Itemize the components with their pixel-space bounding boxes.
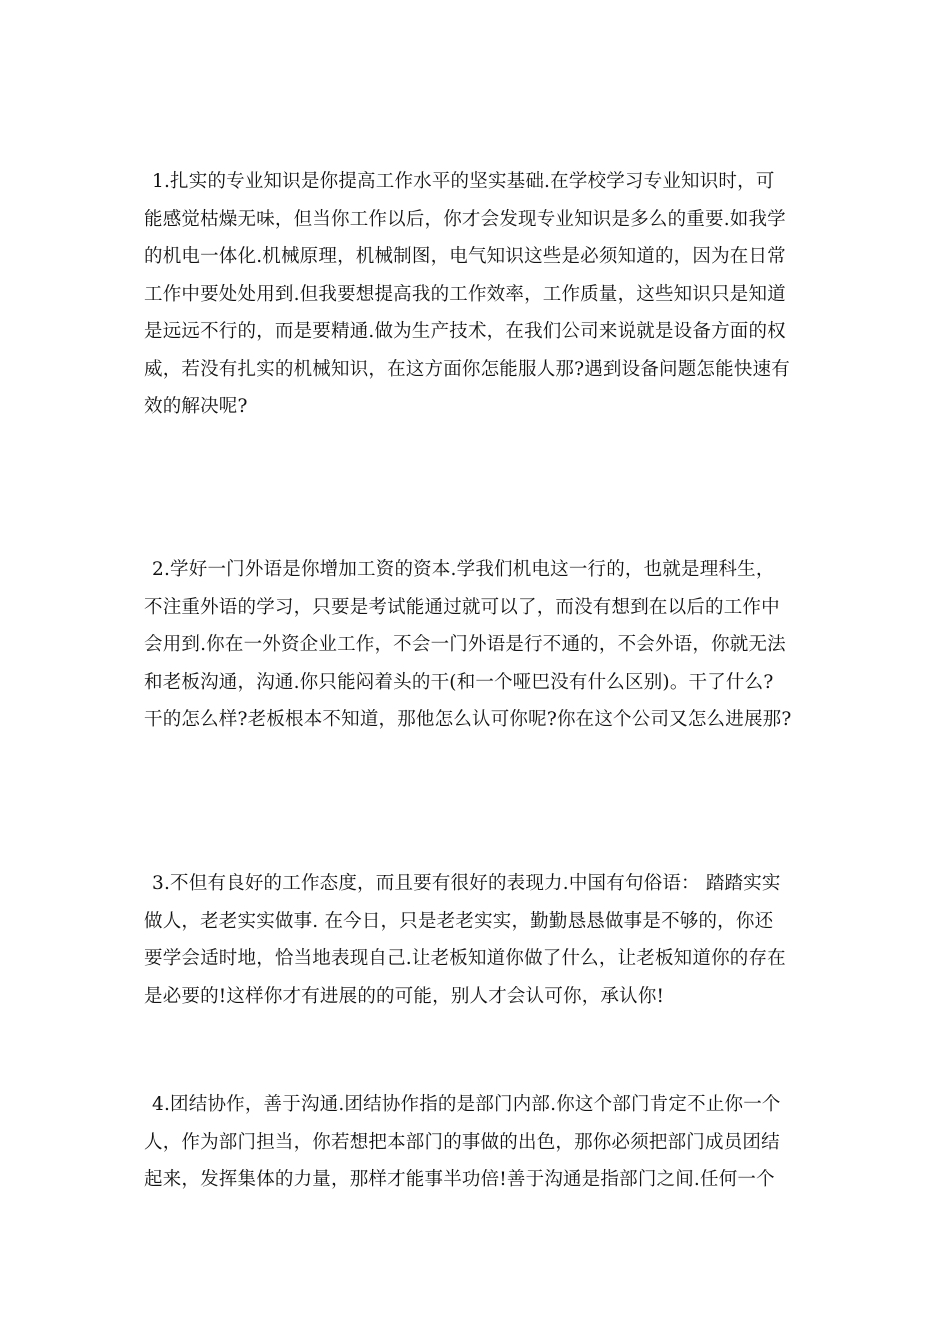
paragraph-line: 干的怎么样?老板根本不知道，那他怎么认可你呢?你在这个公司又怎么进展那?	[144, 709, 792, 730]
paragraph-line: 和老板沟通，沟通.你只能闷着头的干(和一个哑巴没有什么区别)。干了什么?	[144, 671, 774, 693]
paragraph-line: 做人，老老实实做事. 在今日，只是老老实实，勤勤恳恳做事是不够的，你还	[144, 910, 774, 932]
paragraph-line: 工作中要处处用到.但我要想提高我的工作效率，工作质量，这些知识只是知道	[144, 283, 786, 305]
paragraph-3	[144, 865, 808, 1015]
paragraph-2	[144, 551, 808, 739]
paragraph-1	[144, 163, 808, 426]
paragraph-line: 不注重外语的学习，只要是考试能通过就可以了，而没有想到在以后的工作中	[144, 596, 780, 618]
paragraph-line: 要学会适时地，恰当地表现自己.让老板知道你做了什么，让老板知道你的存在	[144, 948, 786, 969]
paragraph-line: 2.学好一门外语是你增加工资的资本.学我们机电这一行的，也就是理科生，	[152, 559, 775, 580]
paragraph-line: 4.团结协作，善于沟通.团结协作指的是部门内部.你这个部门肯定不止你一个	[152, 1094, 781, 1115]
paragraph-line: 1.扎实的专业知识是你提高工作水平的坚实基础.在学校学习专业知识时，可	[152, 171, 775, 192]
paragraph-line: 威，若没有扎实的机械知识，在这方面你怎能服人那?遇到设备问题怎能快速有	[144, 358, 790, 380]
paragraph-line: 能感觉枯燥无味，但当你工作以后，你才会发现专业知识是多么的重要.如我学	[144, 208, 786, 230]
paragraph-line: 是远远不行的，而是要精通.做为生产技术，在我们公司来说就是设备方面的权	[144, 321, 786, 342]
paragraph-line: 是必要的!这样你才有进展的的可能，别人才会认可你，承认你!	[144, 985, 665, 1007]
paragraph-line: 效的解决呢?	[144, 396, 248, 417]
paragraph-line: 3.不但有良好的工作态度，而且要有很好的表现力.中国有句俗语： 踏踏实实	[152, 873, 781, 894]
paragraph-line: 起来，发挥集体的力量，那样才能事半功倍!善于沟通是指部门之间.任何一个	[144, 1169, 775, 1190]
paragraph-line: 人，作为部门担当，你若想把本部门的事做的出色，那你必须把部门成员团结	[144, 1131, 780, 1153]
paragraph-4	[144, 1086, 808, 1199]
paragraph-line: 会用到.你在一外资企业工作，不会一门外语是行不通的，不会外语，你就无法	[144, 634, 786, 655]
paragraph-line: 的机电一体化.机械原理，机械制图，电气知识这些是必须知道的，因为在日常	[144, 246, 786, 267]
